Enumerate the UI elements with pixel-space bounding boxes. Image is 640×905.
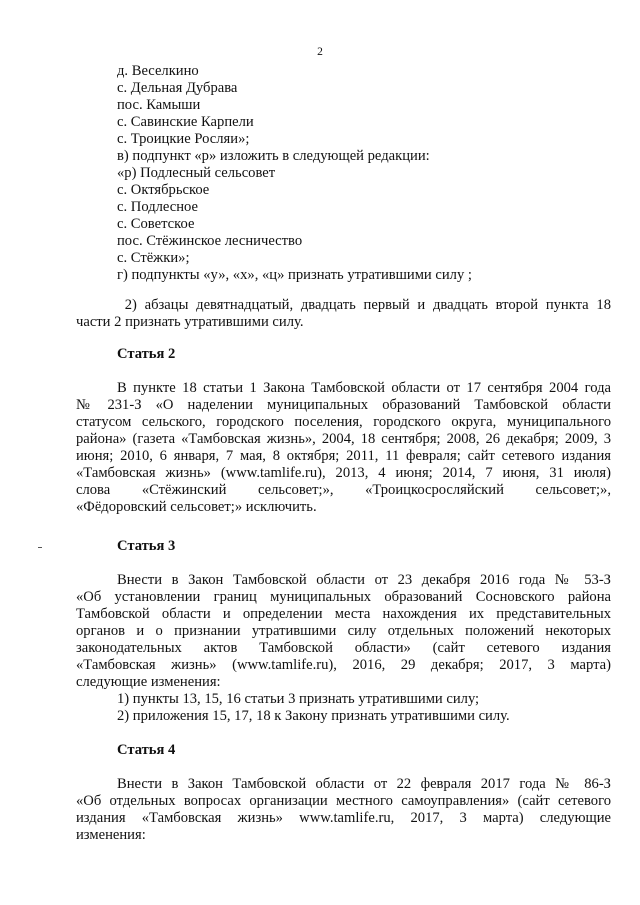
list-item: г) подпункты «у», «х», «ц» признать утратившими силу ;	[117, 267, 472, 283]
list-item: в) подпункт «р» изложить в следующей редакции:	[117, 148, 430, 164]
list-item: с. Дельная Дубрава	[117, 80, 238, 96]
list-item: «р) Подлесный сельсовет	[117, 165, 276, 181]
article-3-line: следующие изменения:	[76, 674, 221, 690]
article-3-line: законодательных актов Тамбовской области» (сайт сетевого издания	[76, 640, 611, 656]
list-item: с. Октябрьское	[117, 182, 210, 198]
list-item: пос. Стёжинское лесничество	[117, 233, 303, 249]
article-3-heading: Статья 3	[117, 538, 176, 554]
list-item: пос. Камыши	[117, 97, 201, 113]
article-3-line: Внести в Закон Тамбовской области от 23 декабря 2016 года № 53-З	[117, 572, 611, 588]
list-item: с. Подлесное	[117, 199, 198, 215]
article-2-line: № 231-З «О наделении муниципальных образований Тамбовской области	[76, 397, 611, 413]
article-2-line: статусом сельского, городского поселения, городского округа, муниципального	[76, 414, 611, 430]
article-4-line: Внести в Закон Тамбовской области от 22 февраля 2017 года № 86-З	[117, 776, 611, 792]
list-item-continuation: части 2 признать утратившими силу.	[76, 314, 304, 330]
article-2-line: «Тамбовская жизнь» (www.tamlife.ru), 2013, 4 июня; 2014, 7 июня, 31 июля)	[76, 465, 611, 481]
article-2-line: района» (газета «Тамбовская жизнь», 2004, 18 сентября; 2008, 26 декабря; 2009, 3	[76, 431, 611, 447]
list-item: д. Веселкино	[117, 63, 199, 79]
page-number: 2	[317, 46, 323, 58]
article-3-line: «Тамбовская жизнь» (www.tamlife.ru), 2016, 29 декабря; 2017, 3 марта)	[76, 657, 611, 673]
article-2-line: В пункте 18 статьи 1 Закона Тамбовской области от 17 сентября 2004 года	[117, 380, 611, 396]
article-3-item: 2) приложения 15, 17, 18 к Закону признать утратившими силу.	[117, 708, 510, 724]
article-2-line: июня; 2010, 6 января, 7 мая, 8 октября; 2011, 11 февраля; сайт сетевого издания	[76, 448, 611, 464]
list-item: с. Савинские Карпели	[117, 114, 254, 130]
article-3-line: органов и о признании утратившими силу отдельных положений некоторых	[76, 623, 611, 639]
list-item: с. Советское	[117, 216, 195, 232]
article-4-heading: Статья 4	[117, 742, 176, 758]
settlement-list	[117, 63, 617, 284]
article-2-heading: Статья 2	[117, 346, 176, 362]
list-item: с. Стёжки»;	[117, 250, 190, 266]
margin-mark	[38, 547, 42, 548]
article-4-line: издания «Тамбовская жизнь» www.tamlife.ru, 2017, 3 марта) следующие	[76, 810, 611, 826]
article-3-line: «Об установлении границ муниципальных образований Сосновского района	[76, 589, 611, 605]
list-item: с. Троицкие Росляи»;	[117, 131, 250, 147]
article-3-line: Тамбовской области и определении места нахождения их представительных	[76, 606, 611, 622]
article-4-line: изменения:	[76, 827, 146, 843]
article-2-line: «Фёдоровский сельсовет;» исключить.	[76, 499, 317, 515]
list-item: 2) абзацы девятнадцатый, двадцать первый и двадцать второй пункта 18	[117, 297, 611, 313]
article-3-item: 1) пункты 13, 15, 16 статьи 3 признать утратившими силу;	[117, 691, 480, 707]
article-2-line: слова «Стёжинский сельсовет;», «Троицкосросляйский сельсовет;»,	[76, 482, 611, 498]
article-4-line: «Об отдельных вопросах организации местного самоуправления» (сайт сетевого	[76, 793, 611, 809]
